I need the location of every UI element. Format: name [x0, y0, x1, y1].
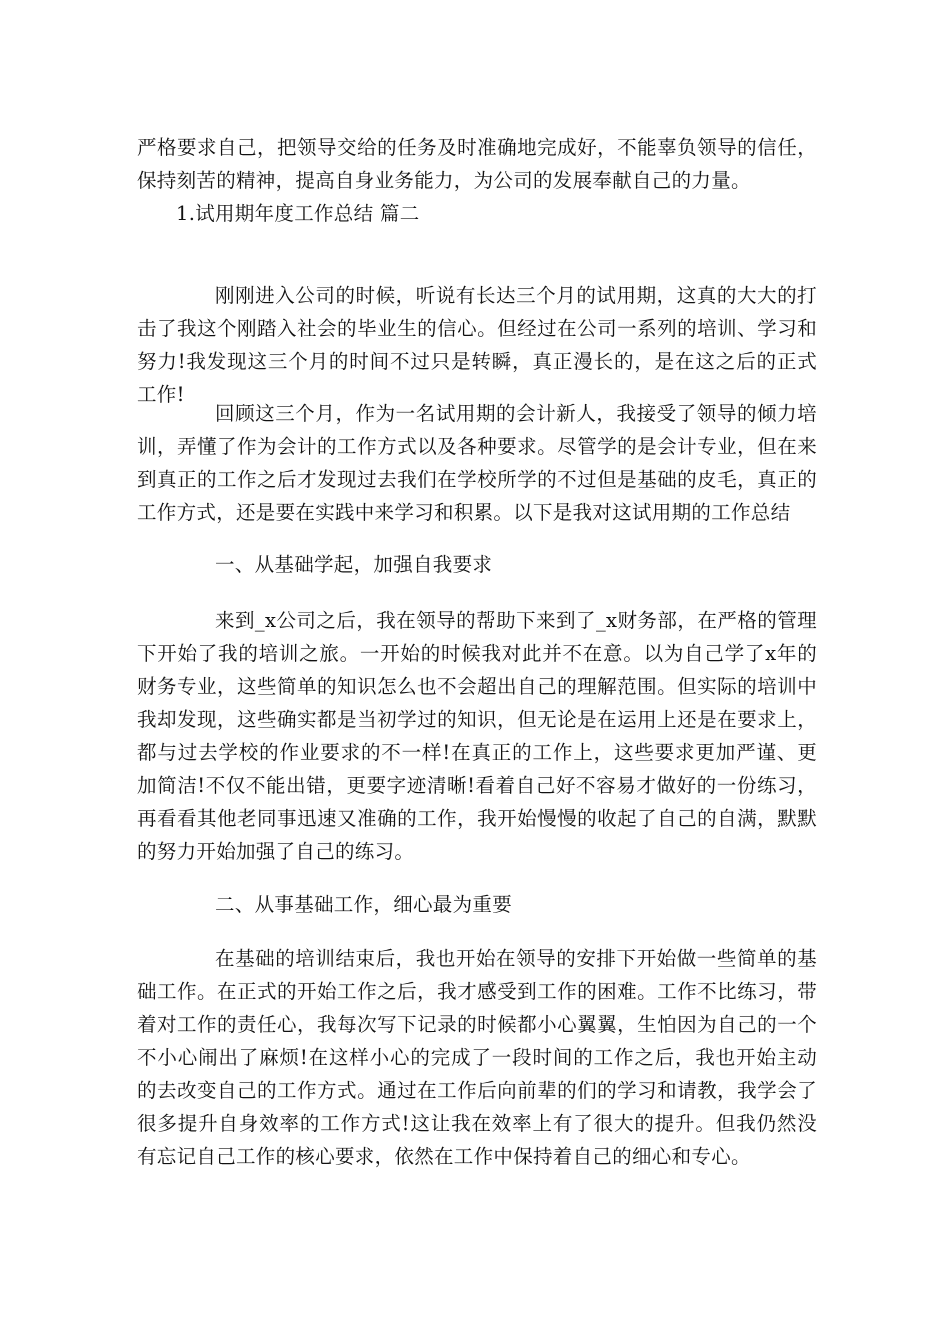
body-paragraph: 回顾这三个月，作为一名试用期的会计新人，我接受了领导的倾力培训，弄懂了作为会计的工作方式以及各种要求。尽管学的是会计专业，但在来到真正的工作之后才发现过去我们在学校所学的不过但是基础的皮毛，真正的工作方式，还是要在实践中来学习和积累。以下是我对这试用期的工作总结 — [137, 402, 817, 524]
body-paragraph: 来到_x公司之后，我在领导的帮助下来到了_x财务部，在严格的管理下开始了我的培训之旅。一开始的时候我对此并不在意。以为自己学了x年的财务专业，这些简单的知识怎么也不会超出自己的理解范围。但实际的培训中我却发现，这些确实都是当初学过的知识，但无论是在运用上还是在要求上，都与过去学校的作业要求的不一样!在真正的工作上，这些要求更加严谨、更加简洁!不仅不能出错，更要字迹清晰!看着自己好不容易才做好的一份练习，再看看其他老同事迅速又准确的工作，我开始慢慢的收起了自己的自满，默默的努力开始加强了自己的练习。 — [137, 609, 817, 863]
section-heading: 1.试用期年度工作总结 篇二 — [176, 202, 420, 225]
body-paragraph: 严格要求自己，把领导交给的任务及时准确地完成好，不能辜负领导的信任，保持刻苦的精神，提高自身业务能力，为公司的发展奉献自己的力量。 — [137, 136, 817, 192]
subsection-heading: 一、从基础学起，加强自我要求 — [215, 553, 493, 576]
body-paragraph: 刚刚进入公司的时候，听说有长达三个月的试用期，这真的大大的打击了我这个刚踏入社会的毕业生的信心。但经过在公司一系列的培训、学习和努力!我发现这三个月的时间不过只是转瞬，真正漫长的，是在这之后的正式工作! — [137, 284, 817, 406]
subsection-heading: 二、从事基础工作，细心最为重要 — [215, 893, 513, 916]
body-paragraph: 在基础的培训结束后，我也开始在领导的安排下开始做一些简单的基础工作。在正式的开始工作之后，我才感受到工作的困难。工作不比练习，带着对工作的责任心，我每次写下记录的时候都小心翼翼，生怕因为自己的一个不小心闹出了麻烦!在这样小心的完成了一段时间的工作之后，我也开始主动的去改变自己的工作方式。通过在工作后向前辈的们的学习和请教，我学会了很多提升自身效率的工作方式!这让我在效率上有了很大的提升。但我仍然没有忘记自己工作的核心要求，依然在工作中保持着自己的细心和专心。 — [137, 947, 817, 1168]
